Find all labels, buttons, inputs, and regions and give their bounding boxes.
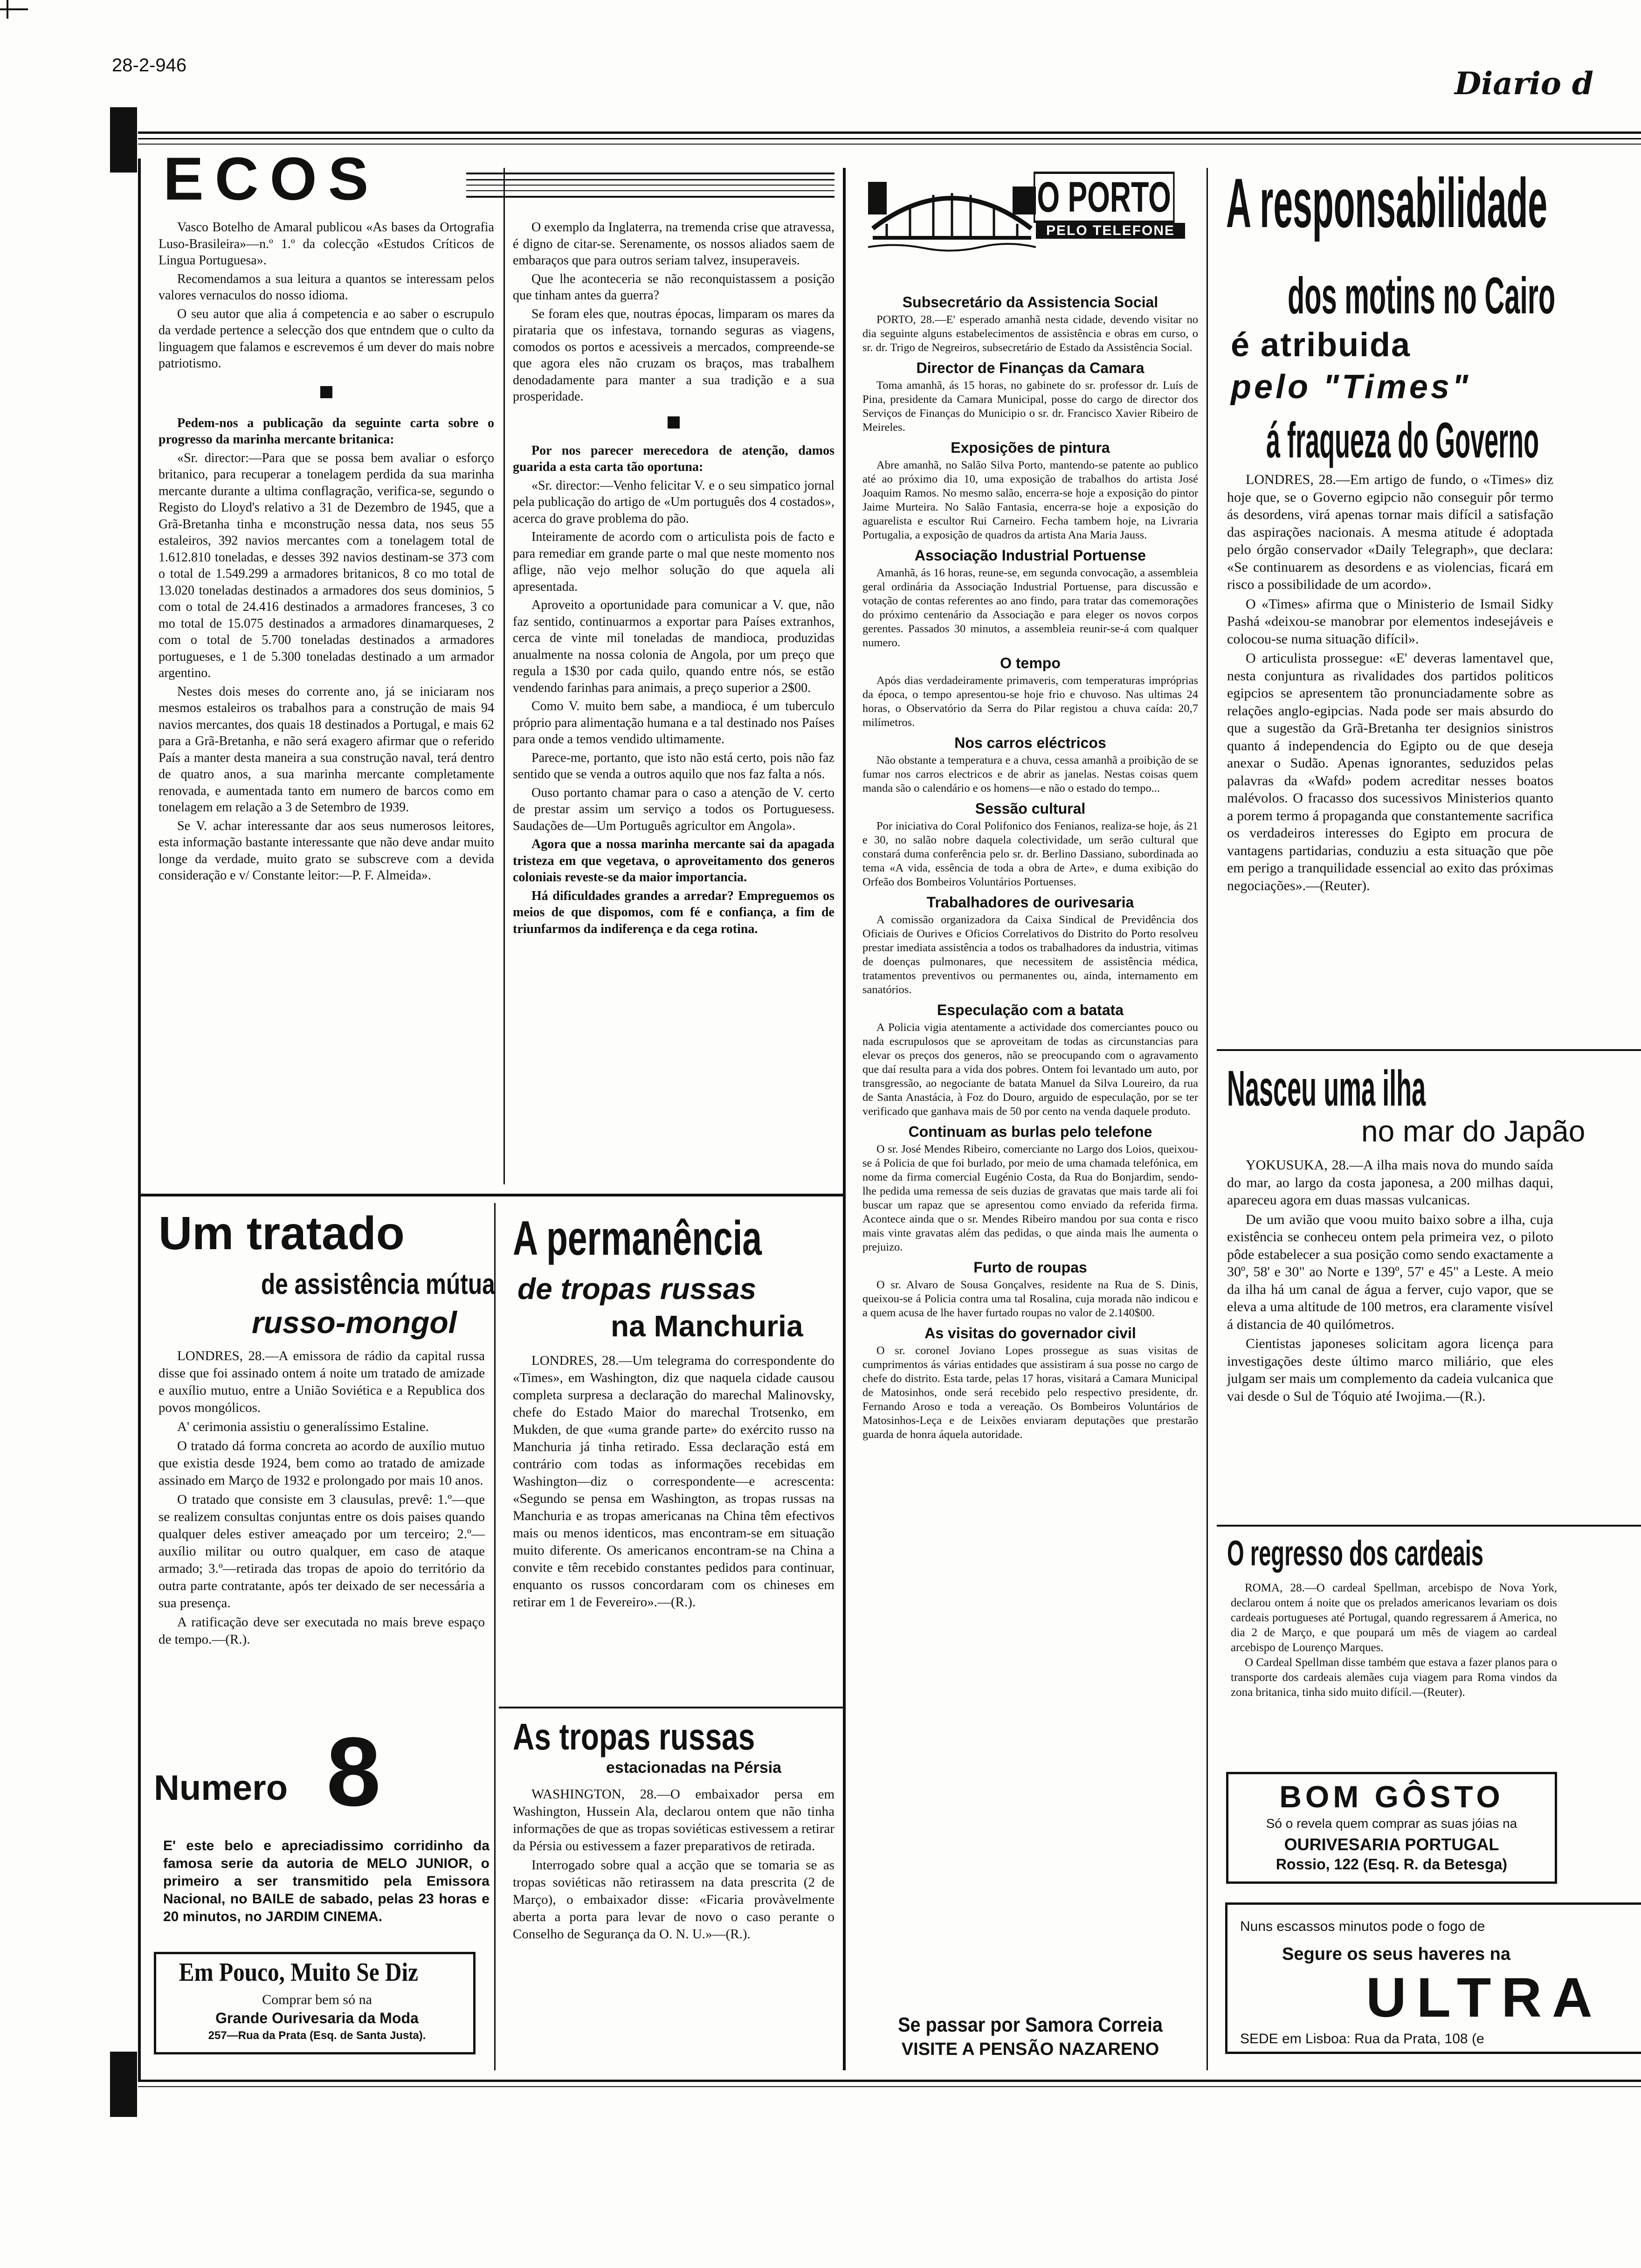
ecos-para: «Sr. director:—Para que se possa bem avaliar o esforço britanico, para recuperar a tonelagem perdida da sua marinha mercante durante a ultima conflagração, verifica-se, segundo o Registo do Lloyd's relativo a 31 de Dezembro de 1945, que a Grã-Bretanha tinha e mconstrução nessa data, nos seus 55 estaleiros, 392 navios mercantes com a tonelagem total de 1.612.810 toneladas, e desses 392 navios destinam-se 373 com o total de 1.549.299 a armadores britanicos, 8 co mo total de 13.020 toneladas destinados a armadores dos seus dominios, 5 com o total de 24.416 destinados a armadores franceses, 3 co mo total de 15.075 destinados a armadores dinamarqueses, 2 com o total de 5.700 toneladas destinados a armadores portugueses, e 1 de 5.300 toneladas destinado a um armador argentino.	[159, 450, 494, 680]
porto-section-text: O sr. Alvaro de Sousa Gonçalves, residente na Rua de S. Dinis, queixou-se á Policia contra uma tal Rosalina, cuja morada não indicou e a quem acusa de lhe haver furtado roupas no valor de 2.140$00.	[862, 1279, 1198, 1319]
resp-para: O «Times» afirma que o Ministerio de Ismail Sidky Pashá «deixou-se manobrar por elementos indesejáveis e colocou-se numa situação difícil».	[1227, 596, 1553, 647]
porto-section-title: Continuam as burlas pelo telefone	[908, 1123, 1152, 1140]
divider-porto-right	[1207, 168, 1208, 2070]
resp-headline-3: é atribuida	[1231, 326, 1411, 364]
divider-ecos-right	[843, 168, 846, 2070]
top-corner-rule-v	[7, 0, 8, 19]
tratado-para: O tratado dá forma concreta ao acordo de auxílio mutuo que existia desde 1924, bem como ao tratado de amizade assinado em Março de 1932 e prolongado por mais 10 anos.	[159, 1438, 485, 1488]
resp-headline-5: á fraqueza do Governo	[1266, 412, 1539, 468]
resp-headline-2: dos motins no Cairo	[1288, 267, 1556, 325]
porto-footer-1: Se passar por Samora Correia	[898, 2013, 1163, 2036]
ad-ultra-line3: SEDE em Lisboa: Rua da Prata, 108 (e	[1240, 2031, 1484, 2047]
ecos-para: Há dificuldades grandes a arredar? Empreguemos os meios de que dispomos, com fé e confiança, a fim de triunfarmos da indiferença e da cega rotina.	[513, 888, 834, 936]
resp-headline-4: pelo "Times"	[1231, 368, 1471, 406]
tratado-headline-3: russo-mongol	[252, 1305, 457, 1340]
ad-ultra-brand: ULTRA	[1366, 1969, 1603, 2026]
porto-section-text: O sr. José Mendes Ribeiro, comerciante no Largo dos Loios, queixou-se á Policia de que foi burlado, por meio de uma chamada telefónica, em nome da firma comercial Eugénio Costa, da Rua do Bonjardim, sendo-lhe pedida uma remessa de seis duzias de gravatas que mais tarde ali foi buscar um rapaz que se apresentou como enviado da referida firma. Acontece ainda que o sr. Mendes Ribeiro mandou por sua conta e risco mais vinte gravatas além das pedidas, o que ainda mais lhe aumenta o prejuizo.	[862, 1143, 1198, 1253]
ecos-para: «Sr. director:—Venho felicitar V. e o seu simpatico jornal pela publicação do artigo de «Um português dos 4 costados», acerca do grave problema do pão.	[513, 478, 834, 526]
ecos-para: Parece-me, portanto, que isto não está certo, pois não faz sentido que se venda a outros aquilo que nos faz falta a nós.	[513, 750, 834, 781]
resp-para: LONDRES, 28.—Em artigo de fundo, o «Times» diz hoje que, se o Governo egipcio não conseguir pôr termo ás desordens, virá apenas tornar mais difícil a satisfação das aspirações nacionais. A mesma atitude é adoptada pelo órgão conservador «Daily Telegraph», que declara: «Se continuarem as desordens e as violencias, ficará em risco a possibilidade de um acordo».	[1227, 472, 1553, 592]
numero8-text: E' este belo e apreciadissimo corridinho da famosa serie da autoria de MELO JUNIOR, o primeiro a ser transmitido pela Emissora Nacional, no BAILE de sabado, pelas 23 horas e 20 minutos, no JARDIM CINEMA.	[163, 1838, 490, 1924]
permanencia-headline-1: A permanência	[513, 1211, 762, 1265]
porto-section-text: Por iniciativa do Coral Polifonico dos Fenianos, realiza-se hoje, ás 21 e 30, no salão nobre daquela colectividade, um serão cultural que constará duma conferência pelo sr. dr. Berlino Dassiano, subordinada ao tema «A vida, essência de toda a obra de Arte», e duma exibição do Orfeão dos Bombeiros Voluntários Portuenses.	[862, 820, 1198, 888]
porto-section-title: Subsecretário da Assistencia Social	[902, 294, 1158, 311]
porto-section-title: Sessão cultural	[975, 800, 1086, 817]
resp-body	[1227, 471, 1553, 1049]
porto-section-title: Associação Industrial Portuense	[914, 547, 1146, 564]
ecos-right-column	[513, 219, 834, 1189]
porto-section-text: A Policia vigia atentamente a actividade dos comerciantes pouco ou nada escrupulosos que se aproveitam de todas as circunstancias para elevar os preços dos generos, não se preocupando com o agravamento que daí resulta para a vida dos pobres. Ontem foi levantado um auto, por transgressão, ao negociante de batata Manuel da Silva Loureiro, da rua de Santa Anastácia, à Foz do Douro, arguido de especulação, por se ter verificado que ganhava mais de 50 por cento na venda daquele produto.	[862, 1021, 1198, 1118]
ecos-title-line-3	[466, 185, 834, 186]
ad-bom-gosto-line2: OURIVESARIA PORTUGAL	[1284, 1835, 1499, 1854]
tratado-body	[159, 1348, 485, 1650]
persia-para: WASHINGTON, 28.—O embaixador persa em Washington, Hussein Ala, declarou ontem que não tinha informações de que as tropas soviéticas estivessem a retirar da Pérsia ou estivessem a fazer preparativos de retirada.	[513, 1787, 834, 1853]
ilha-para: YOKUSUKA, 28.—A ilha mais nova do mundo saída do mar, ao largo da costa japonesa, a 200 milhas daqui, apareceu agora em duas massas vulcanicas.	[1227, 1157, 1553, 1208]
divider-lower-mid	[494, 1203, 496, 2070]
top-corner-rule	[0, 8, 28, 10]
ad-ultra-top	[1225, 1902, 1641, 1905]
ecos-para: Nestes dois meses do corrente ano, já se iniciaram nos mesmos estaleiros os trabalhos para a construção de mais 94 navios mercantes, dos quais 18 destinados a Portugal, e mais 62 para a Grã-Bretanha, e não será exagero afirmar que o referido País a manter desta maneira a sua construção naval, terá dentro de quatro anos, a sua marinha mercante completamente renovada, e aumentada tanto em numero de barcos como em tonelagem em relação a 3 de Setembro de 1939.	[159, 684, 494, 815]
ad-em-pouco-title: Em Pouco, Muito Se Diz	[179, 1958, 419, 1987]
ad-em-pouco-line3: 257—Rua da Prata (Esq. de Santa Justa).	[208, 2029, 426, 2042]
permanencia-headline-2: de tropas russas	[517, 1272, 757, 1306]
bottom-rule-2	[138, 2086, 1641, 2087]
ad-ultra-left	[1225, 1902, 1227, 2054]
resp-para: O articulista prossegue: «E' deveras lamentavel que, nesta conjuntura as rivalidades dos partidos politicos egipcios se apresentem tão pronunciadamente sobre as relações anglo-egipcias. Nada pode ser mais absurdo do que a sugestão da Grã-Bretanha ter designios sinistros quanto á independencia do Egipto ou de que deseja anexar o Sudão. Apenas ignorantes, seduzidos pelas palavras da «Wafd» podem acreditar nesses boatos malévolos. O fracasso dos sucessivos Ministerios quanto a porem termo á propaganda que constantemente sacrifica os verdadeiros interesses do Egipto em procura de vantagens partidarias, conduziu a esta situação que põe em perigo a tranquilidade essencial ao exito das próximas negociações».—(Reuter).	[1227, 650, 1553, 893]
porto-banner-subtitle: PELO TELEFONE	[1036, 223, 1185, 239]
ilha-para: Cientistas japoneses solicitam agora licença para investigações deste último marco miliário, que eles julgam ser mais um complemento da cadeia vulcanica que vai desde o Sul de Tóquio até Iwojima.—(R.).	[1227, 1336, 1553, 1404]
porto-section-title: Exposições de pintura	[951, 439, 1110, 456]
ecos-para: O seu autor que alia á competencia e ao saber o escrupulo da verdade pertence a selecção dos que entndem que o culto da linguagem que falamos e escrevemos é um dever do mais nobre patriotismo.	[159, 306, 494, 371]
tratado-headline-2: de assistência mútua	[261, 1268, 495, 1300]
ecos-title-line-2	[466, 179, 834, 180]
ad-ultra-bottom	[1225, 2052, 1641, 2054]
porto-section-title: O tempo	[1000, 655, 1061, 671]
porto-footer-2: VISITE A PENSÃO NAZARENO	[901, 2040, 1159, 2059]
top-rule-1	[138, 131, 1641, 134]
porto-section-text: PORTO, 28.—E' esperado amanhã nesta cidade, devendo visitar no dia seguinte alguns estabelecimentos de assistência e obras em curso, o sr. dr. Trigo de Negreiros, subsecretário de Estado da Assistência Social.	[862, 313, 1198, 354]
ad-ultra-line1: Nuns escassos minutos pode o fogo de	[1240, 1919, 1485, 1934]
tratado-para: O tratado que consiste em 3 clausulas, prevê: 1.º—que se realizem consultas conjuntas entre os dois paises quando qualquer deles estiver ameaçado por um terceiro; 2.º—auxílio militar ou outro qualquer, em caso de ataque armado; 3.º—retirada das tropas de apoio do território da outra parte contratante, após ter deixado de ser necessária a sua presença.	[159, 1492, 485, 1611]
porto-section-text: Não obstante a temperatura e a chuva, cessa amanhã a proibição de se fumar nos carros electricos e de abrir as janelas. Nestas coisas quem manda são o calendário e os homens—e não o estado do tempo...	[862, 754, 1198, 795]
ecos-title-line-5	[466, 196, 834, 198]
persia-top-rule	[499, 1707, 843, 1708]
ecos-title-line-4	[466, 190, 834, 191]
porto-section-title: Furto de roupas	[973, 1259, 1087, 1276]
ecos-para: O exemplo da Inglaterra, na tremenda crise que atravessa, é digno de citar-se. Serenamente, os nossos aliados saem de embaraços que para outros seriam talvez, insuperaveis.	[513, 220, 834, 268]
divider-ecos-mid	[503, 168, 505, 1184]
bottom-rule-1	[138, 2080, 1641, 2082]
numero8-label: Numero	[154, 1768, 288, 1808]
ilha-top-rule	[1217, 1049, 1641, 1051]
porto-banner-title: O PORTO	[1034, 172, 1174, 223]
porto-section-title: Nos carros eléctricos	[954, 734, 1106, 751]
ilha-body	[1227, 1156, 1553, 1407]
ad-bom-gosto-title: BOM GÔSTO	[1279, 1779, 1504, 1814]
ad-bom-gosto-line3: Rossio, 122 (Esq. R. da Betesga)	[1276, 1856, 1508, 1873]
porto-section-text: A comissão organizadora da Caixa Sindical de Previdência dos Oficiais de Ourives e Oficios Correlativos do Distrito do Porto resolveu prestar imediata assistência a todos os trabalhadores da industria, vitimas de doenças pulmonares, que necessitem de assistência médica, tratamentos preventivos ou permanentes ou, ainda, internamento em sanatórios.	[862, 913, 1198, 996]
ecos-left-column	[159, 219, 494, 1189]
porto-bridge-illustration	[868, 173, 1036, 256]
ecos-para: Que lhe aconteceria se não reconquistassem a posição que tinham antes da guerra?	[513, 271, 834, 303]
porto-section-title: Especulação com a batata	[937, 1002, 1124, 1018]
ecos-title: ECOS	[163, 145, 380, 213]
permanencia-headline-3: na Manchuria	[611, 1309, 803, 1343]
ecos-para: Vasco Botelho de Amaral publicou «As bases da Ortografia Luso-Brasileira»—n.º 1.º da colecção «Estudos Críticos de Lingua Portuguesa».	[159, 220, 494, 268]
persia-headline-2: estacionadas na Pérsia	[606, 1759, 782, 1777]
cardeais-top-rule	[1217, 1525, 1641, 1527]
tratado-para: A' cerimonia assistiu o generalíssimo Estaline.	[177, 1419, 429, 1434]
ad-em-pouco-line2: Grande Ourivesaria da Moda	[215, 2010, 419, 2026]
ilha-para: De um avião que voou muito baixo sobre a ilha, cuja existência se conheceu ontem pela primeira vez, o piloto pôde estabelecer a sua posição como sendo exactamente a 30º, 58' e 30" ao Norte e 139º, 57' e 45" a Leste. A meio da ilha há um canal de água a ferver, cujo vapor, que se eleva a uma altitude de 100 metros, era claramente visível á distancia de 40 quilómetros.	[1227, 1211, 1553, 1332]
porto-section-title: Director de Finanças da Camara	[916, 360, 1145, 376]
porto-section-title: Trabalhadores de ourivesaria	[926, 894, 1134, 911]
page-date: 28-2-946	[112, 55, 187, 76]
ilha-headline-2: no mar do Japão	[1361, 1114, 1586, 1148]
permanencia-para: LONDRES, 28.—Um telegrama do correspondente do «Times», em Washington, diz que naquela cidade causou completa surpresa a declaração do marechal Malinovsky, chefe do Estado Maior do marechal Trotsenko, em Mukden, de que «uma grande parte» do exército russo na Manchuria já tinha retirado. Essa declaração está em contrário com todas as informações recebidas em Washington—diz o correspondente—e acrescenta: «Segundo se pensa em Washington, as tropas russas na Manchuria e as tropas americanas na China têm efectivos mais ou menos identicos, mas encontram-se em situação muito diferente. Os americanos encontram-se na China a convite e têm recebido constantes pedidos para continuar, enquanto os russos concordaram com os chineses em retirar em 1 de Fevereiro».—(R.).	[513, 1353, 834, 1610]
cardeais-body	[1231, 1581, 1557, 1700]
numero8-number: 8	[326, 1717, 381, 1826]
divider-left-vertical	[138, 159, 141, 2080]
ad-ultra-line2: Segure os seus haveres na	[1282, 1944, 1511, 1964]
ecos-title-line-1	[466, 173, 834, 174]
porto-column	[862, 289, 1198, 2014]
porto-section-text: O sr. coronel Joviano Lopes prossegue as suas visitas de cumprimentos ás várias entidades que assistiram á sua posse no cargo de chefe do distrito. Esta tarde, pelas 17 horas, visitará a Camara Municipal de Matosinhos, onde será recebido pelo respectivo presidente, dr. Fernando Aroso e toda a vereação. Os Bombeiros Voluntários de Matosinhos-Leça e de Leixões enviaram deputações que prestarão guarda de honra áquela autoridade.	[862, 1344, 1198, 1441]
porto-section-text: Toma amanhã, ás 15 horas, no gabinete do sr. professor dr. Luís de Pina, presidente da Camara Municipal, posse do cargo de director dos Serviços de Finanças do Municipio o sr. dr. Francisco Xavier Ribeiro de Meireles.	[862, 379, 1198, 434]
ecos-para: Aproveito a oportunidade para comunicar a V. que, não faz sentido, continuarmos a exportar para Países extranhos, cerca de vinte mil toneladas de mandioca, produzidas anualmente na nossa colonia de Angola, por um preço que regula a 1$30 por cada quilo, quando entre nós, se estão vendendo farinhas para animais, a preço superior a 2$00.	[513, 598, 834, 695]
ecos-bottom-rule	[140, 1194, 843, 1196]
ecos-para: Como V. muito bem sabe, a mandioca, é um tuberculo próprio para alimentação humana e a tal destinado nos Países para onde a temos vendido ultimamente.	[513, 699, 834, 747]
permanencia-body	[513, 1352, 834, 1613]
porto-section-text: Após dias verdadeiramente primaveris, com temperaturas impróprias da época, o tempo apresentou-se hoje frio e chuvoso. Nas ultimas 24 horas, o Observatório da Serra do Pilar registou a chuva caída: 20,7 milímetros.	[862, 674, 1198, 729]
ecos-para: Se foram eles que, noutras épocas, limparam os mares da pirataria que os infestava, tornando seguras as viagens, comodos os portos e acessiveis a mercados, compreende-se que agora eles não cruzam os braços, mas trabalhem denodadamente para manter a sua tradição e a sua prosperidade.	[513, 306, 834, 404]
ecos-para: Inteiramente de acordo com o articulista pois de facto e para remediar em grande parte o mal que neste momento nos aflige, não vejo melhor solução do que aquela ali apresentada.	[513, 530, 834, 594]
cardeais-para: O Cardeal Spellman disse também que estava a fazer planos para o transporte dos cardeais alemães cuja viagem para Roma vindos da zona britanica, tinha sido muito difícil.—(Reuter).	[1231, 1656, 1557, 1699]
persia-para: Interrogado sobre qual a acção que se tomaria se as tropas soviéticas não retirassem na data prescrita (2 de Março), o embaixador disse: «Ficaria provàvelmente aberta a porta para levar de novo o caso perante o Conselho de Segurança da O. N. U.»—(R.).	[513, 1858, 834, 1942]
masthead: Diario d	[1455, 65, 1594, 102]
persia-body	[513, 1786, 834, 1945]
ecos-separator-mark	[320, 386, 332, 398]
ilha-headline-1: Nasceu uma ilha	[1227, 1060, 1426, 1116]
porto-section-text: Amanhã, ás 16 horas, reune-se, em segunda convocação, a assembleia geral ordinária da Associação Industrial Portuense, para discussão e votação de contas referentes ao ano findo, para tratar das comemorações do próximo centenário da Associação e para eleger os novos corpos gerentes. Passados 30 minutos, a assembleia reunir-se-á com qualquer numero.	[862, 567, 1198, 649]
ad-em-pouco-line1: Comprar bem só na	[262, 1992, 372, 2007]
ecos-para: Agora que a nossa marinha mercante sai da apagada tristeza em que vegetava, o aproveitamento dos generos coloniais reveste-se da maior importancia.	[513, 837, 834, 885]
top-rule-2	[138, 138, 1641, 139]
ad-bom-gosto-line1: Só o revela quem comprar as suas jóias na	[1266, 1816, 1517, 1831]
persia-headline-1: As tropas russas	[513, 1716, 755, 1757]
ecos-para: Se V. achar interessante dar aos seus numerosos leitores, esta informação bastante interessante que não deve andar muito longe da verdade, muito grato se subscreve com a devida consideração e v/ Constante leitor:—P. F. Almeida».	[159, 818, 494, 883]
tratado-para: A ratificação deve ser executada no mais breve espaço de tempo.—(R.).	[159, 1615, 485, 1647]
resp-headline-1: A responsabilidade	[1226, 164, 1548, 242]
porto-section-text: Abre amanhã, no Salão Silva Porto, mantendo-se patente ao publico até ao próximo dia 10, uma exposição de trabalhos do artista José Joaquim Ramos. No mesmo salão, encerra-se hoje a exposição do pintor Jaime Murteira. No Salão Fantasia, encerra-se hoje a exposição do aguarelista e escultor Rui Carneiro. Fecha tambem hoje, na Livraria Portugalia, a exposição de quadros da artista Ana Maria Jauss.	[862, 459, 1198, 541]
porto-banner	[868, 168, 1194, 261]
tratado-headline-1: Um tratado	[159, 1207, 405, 1259]
ecos-para: Pedem-nos a publicação da seguinte carta sobre o progresso da marinha mercante britanica:	[159, 415, 494, 447]
left-black-band-bottom	[110, 2052, 137, 2117]
left-black-band-top	[110, 107, 137, 173]
cardeais-para: ROMA, 28.—O cardeal Spellman, arcebispo de Nova York, declarou ontem á noite que os prelados americanos levariam os dois cardeais portugueses até Portugal, quando regressarem á America, no dia 2 de Março, e que poupará um mês de viagem ao cardeal arcebispo de Lourenço Marques.	[1231, 1582, 1557, 1654]
ecos-para: Recomendamos a sua leitura a quantos se interessam pelos valores vernaculos do nosso idioma.	[159, 271, 494, 303]
porto-section-title: As visitas do governador civil	[924, 1325, 1136, 1341]
tratado-para: LONDRES, 28.—A emissora de rádio da capital russa disse que foi assinado ontem á noite um tratado de amizade e auxílio mutuo, entre a União Soviética e a Republica dos povos mongólicos.	[159, 1348, 485, 1415]
ecos-para: Por nos parecer merecedora de atenção, damos guarida a esta carta tão oportuna:	[513, 443, 834, 474]
ecos-para: Ouso portanto chamar para o caso a atenção de V. certo de prestar assim um serviço a todos os Portuguesess. Saudações de—Um Português agricultor em Angola».	[513, 785, 834, 833]
ecos-separator-mark	[668, 416, 680, 429]
cardeais-headline: O regresso dos cardeais	[1227, 1534, 1484, 1573]
